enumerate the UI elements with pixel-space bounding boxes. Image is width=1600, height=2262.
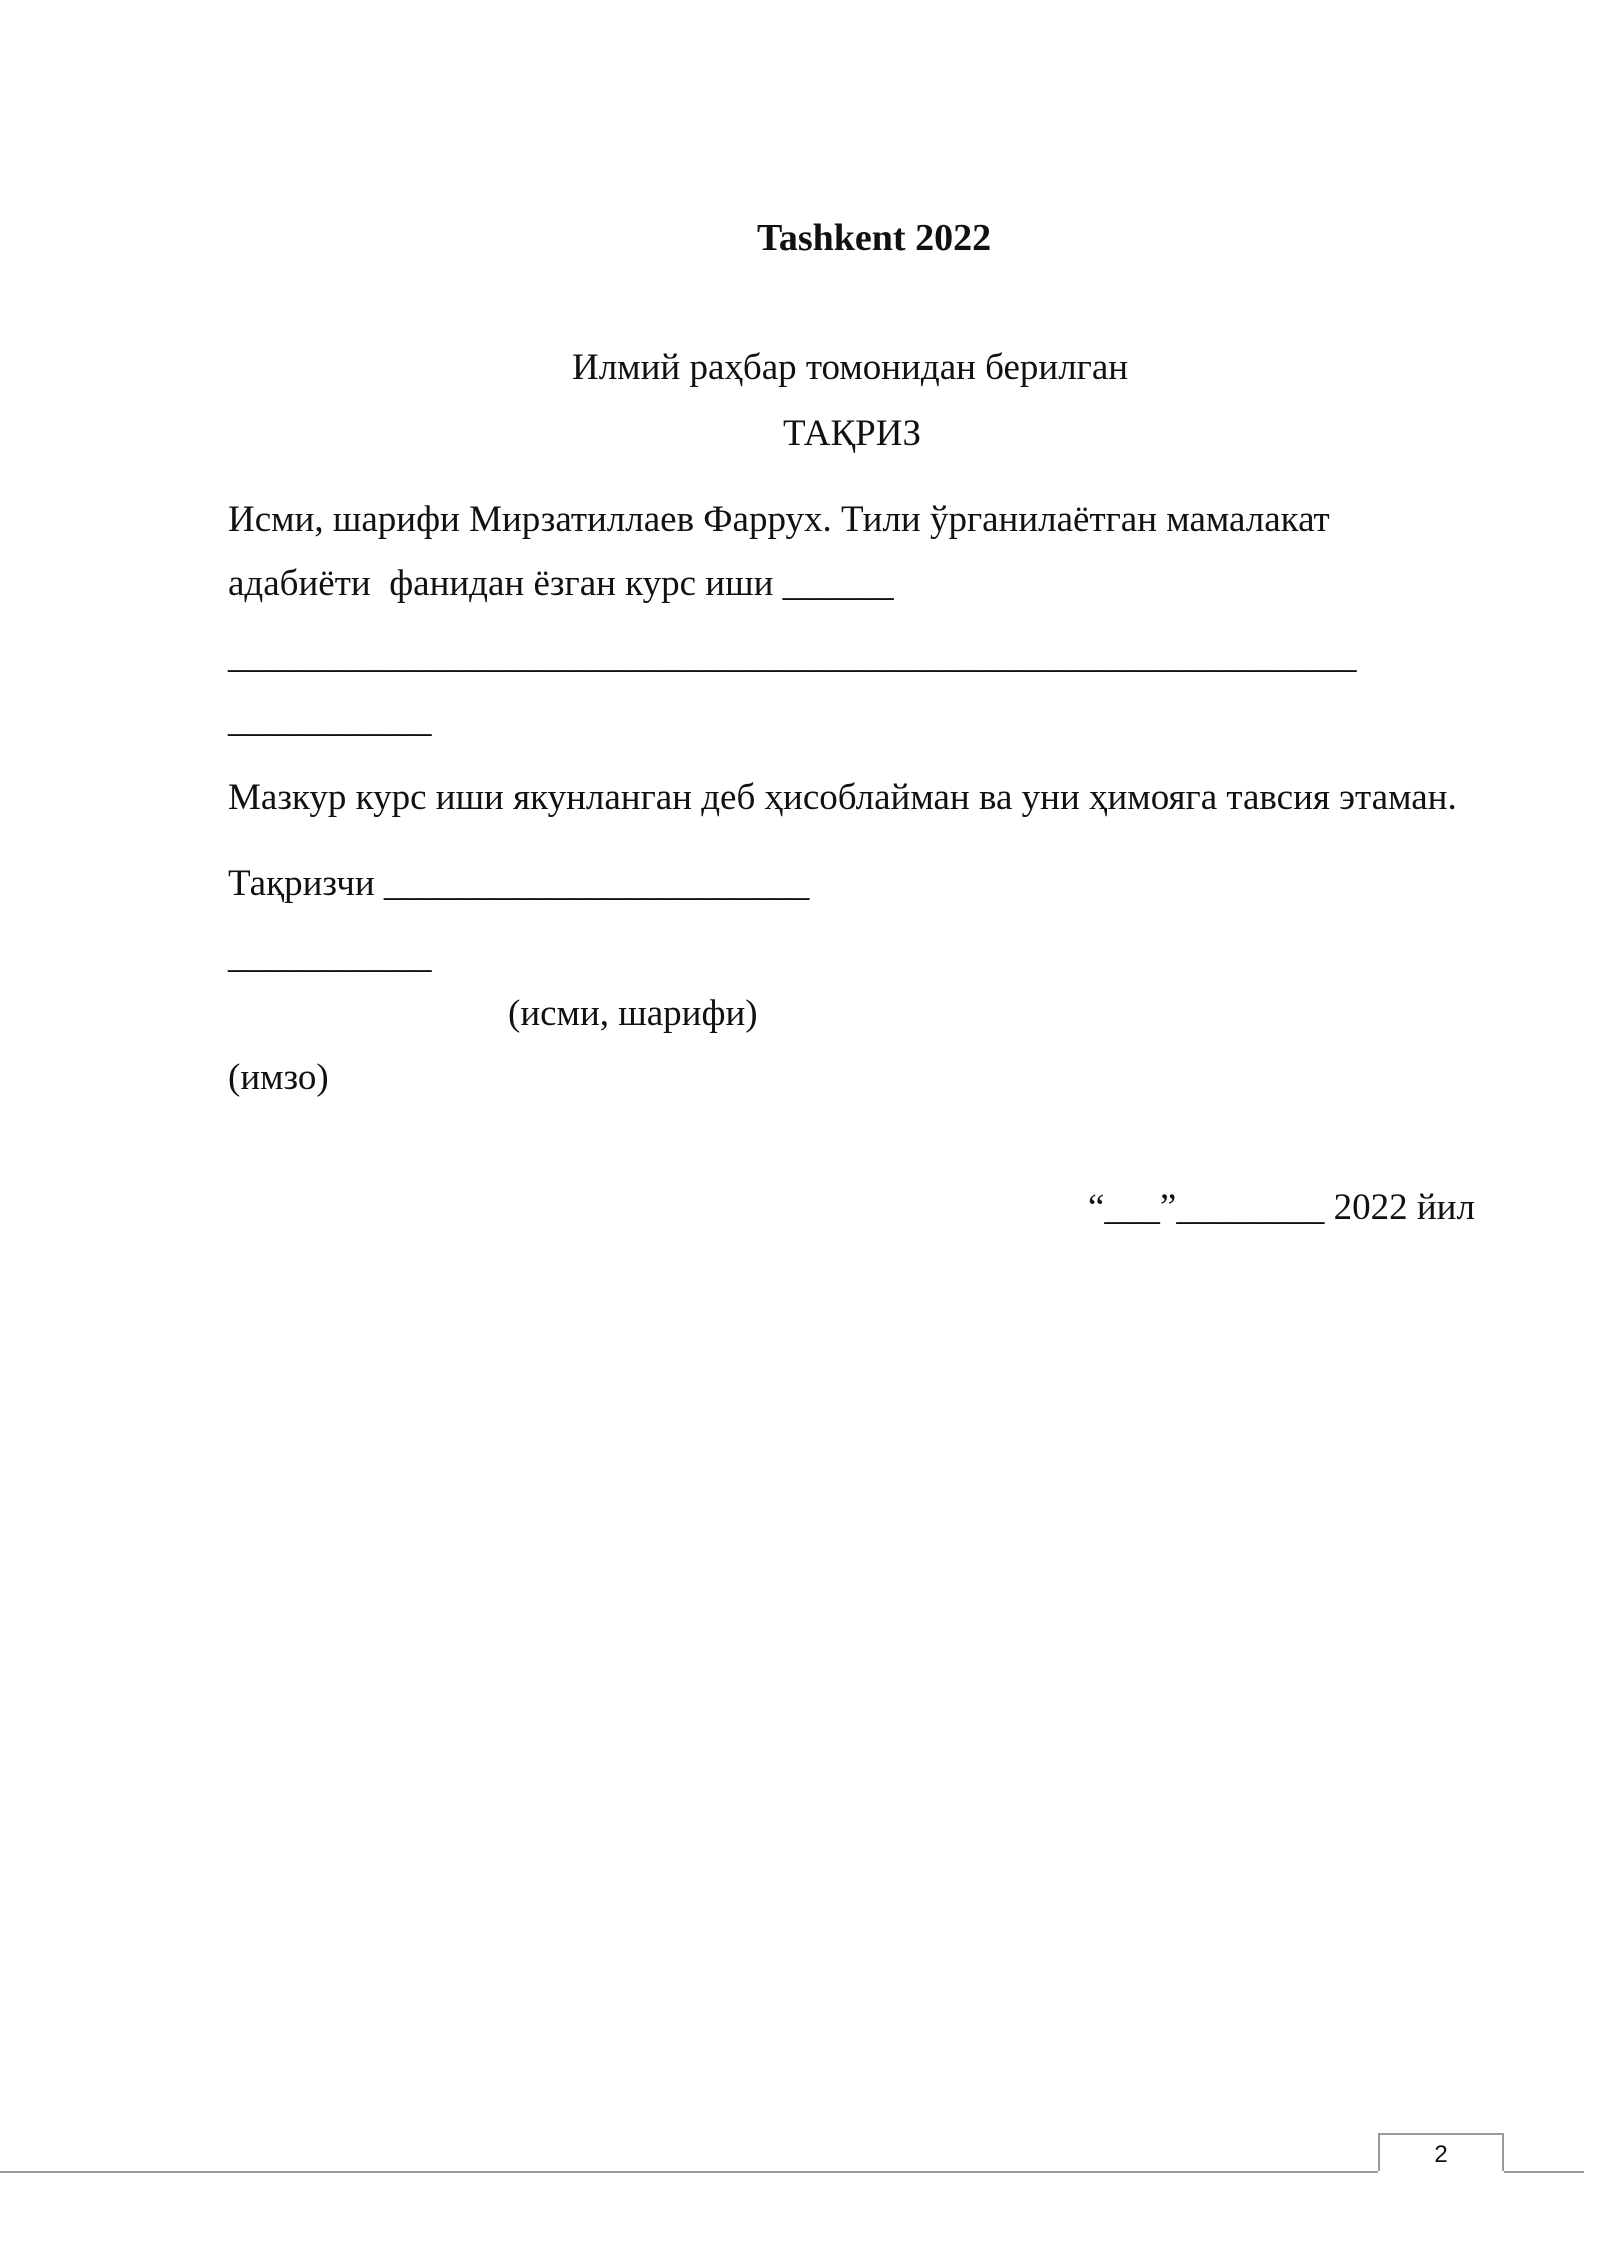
- recommendation-text: Мазкур курс иши якунланган деб ҳисоблайман ва уни ҳимояга тавсия этаман.: [228, 777, 1457, 818]
- date-line: “___”________ 2022 йил: [1088, 1187, 1475, 1228]
- page-number: 2: [1378, 2133, 1504, 2171]
- name-caption: (исми, шарифи): [508, 993, 758, 1034]
- blank-line-long: _____________________________________________________________: [228, 635, 1357, 676]
- header-line: Илмий раҳбар томонидан берилган: [572, 347, 1129, 388]
- body-line-2: адабиёти фанидан ёзган курс иши ______: [228, 563, 894, 604]
- blank-line-short: ___________: [228, 935, 432, 976]
- review-heading: ТАҚРИЗ: [783, 413, 921, 454]
- signature-caption: (имзо): [228, 1057, 329, 1098]
- footer-rule-left: [0, 2171, 1378, 2173]
- document-title: Tashkent 2022: [757, 217, 992, 259]
- footer-rule-right: [1504, 2171, 1584, 2173]
- body-line-1: Исми, шарифи Мирзатиллаев Фаррух. Тили ўрганилаётган мамалакат: [228, 499, 1330, 540]
- blank-line-short: ___________: [228, 699, 432, 740]
- reviewer-line: Тақризчи _______________________: [228, 863, 810, 904]
